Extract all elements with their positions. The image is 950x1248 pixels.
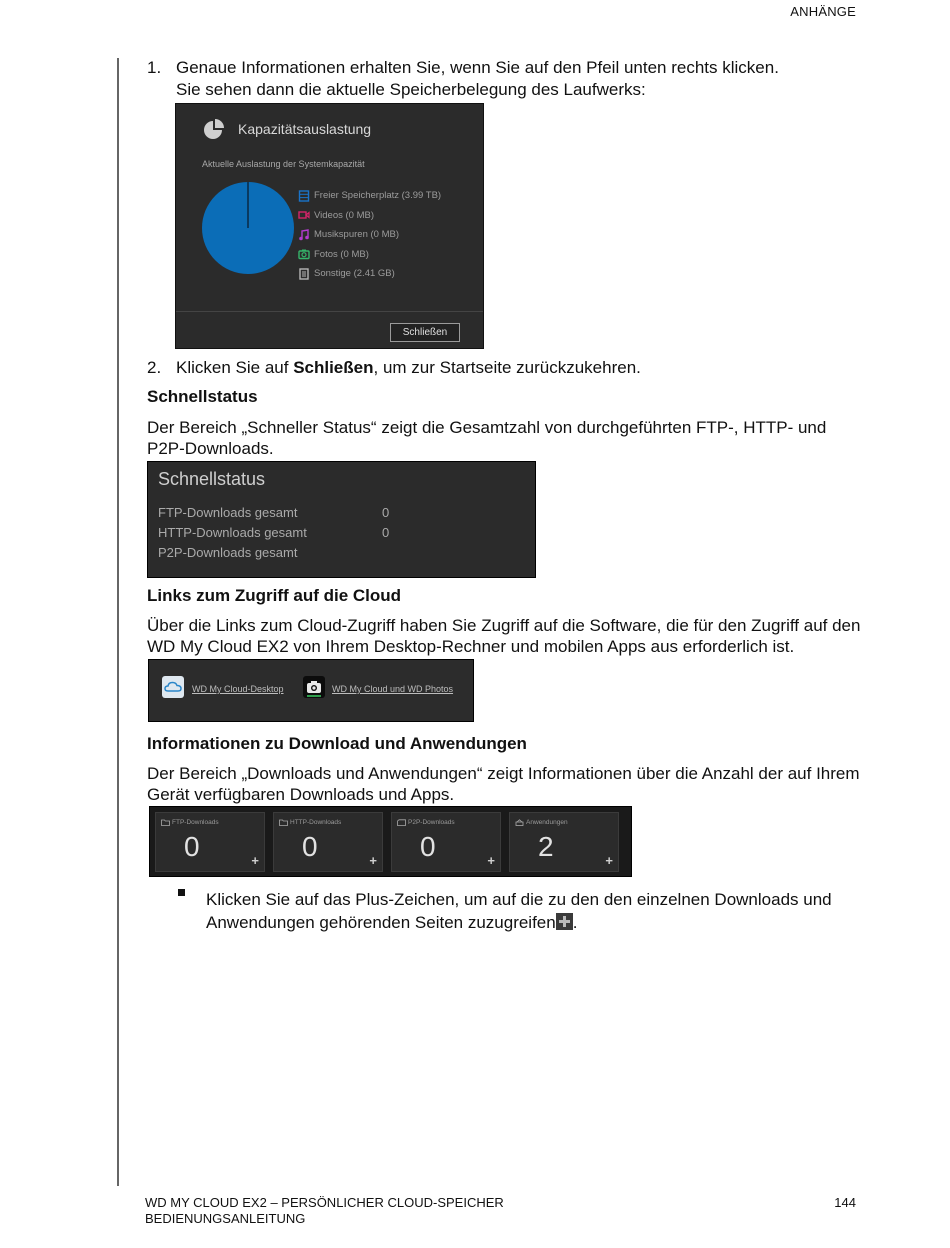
schnellstatus-heading: Schnellstatus [147,387,258,406]
downloads-panel [149,806,632,877]
capacity-dialog [175,103,484,349]
legend-label: Sonstige (2.41 GB) [314,268,395,280]
music-icon [298,229,310,241]
step2-text-after: , um zur Startseite zurückzukehren. [373,358,641,377]
add-button[interactable]: + [605,853,613,868]
footer-line2: BEDIENUNGSANLEITUNG [145,1211,306,1226]
downloads-description: Der Bereich „Downloads und Anwendungen“ zeigt Informationen über die Anzahl der auf Ihrem Gerät verfügbaren Downloads und Apps. [147,764,860,804]
add-button[interactable]: + [251,853,259,868]
schnellstatus-panel [147,461,536,578]
tile-label: Anwendungen [526,819,568,826]
cloud-links-heading: Links zum Zugriff auf die Cloud [147,586,402,605]
page-number: 144 [834,1195,856,1210]
legend-item-photos [298,245,441,265]
camera-icon [298,248,310,260]
cloud-links-description: Über die Links zum Cloud-Zugriff haben Sie Zugriff auf die Software, die für den Zugriff auf den WD My Cloud EX2 von Ihrem Desktop-Rechner und mobilen Apps aus erforderlich ist. [147,616,861,656]
tile-label: FTP-Downloads [172,819,219,826]
step2-text-before: Klicken Sie auf [176,358,294,377]
bullet-marker [178,889,185,896]
video-icon [298,209,310,221]
bullet-text-end: . [572,913,578,932]
left-margin-rule [117,58,119,1186]
tile-value: 2 [538,831,554,862]
dialog-divider [176,311,483,312]
step-number: 1. [147,58,162,77]
add-button[interactable]: + [487,853,495,868]
step-number: 2. [147,358,162,377]
capacity-pie-chart [201,181,295,275]
status-row-label: P2P-Downloads gesamt [158,545,298,560]
tile-applications [509,812,619,872]
close-button[interactable]: Schließen [390,323,460,342]
dialog-title: Kapazitätsauslastung [238,121,372,137]
legend-label: Musikspuren (0 MB) [314,229,399,241]
legend-item-free [298,186,441,206]
tile-ftp-downloads [155,812,265,872]
apps-icon [515,819,524,826]
capacity-legend [298,186,441,284]
bullet-text-body: Klicken Sie auf das Plus-Zeichen, um auf die zu den den einzelnen Downloads und Anwendungen gehörenden Seiten zuzugreifen [206,890,832,932]
pie-chart-icon [202,118,226,142]
legend-label: Videos (0 MB) [314,209,375,221]
tile-label: P2P-Downloads [408,819,455,826]
legend-item-music [298,225,441,245]
folder-icon [279,819,288,826]
add-button[interactable]: + [369,853,377,868]
panel-title: Schnellstatus [158,469,266,489]
camera-icon[interactable] [303,676,325,698]
downloads-heading: Informationen zu Download und Anwendungen [147,734,527,753]
desktop-app-link[interactable]: WD My Cloud-Desktop [192,684,284,694]
step1-line2: Sie sehen dann die aktuelle Speicherbelegung des Laufwerks: [176,80,646,99]
footer-title [145,1195,504,1227]
tile-label: HTTP-Downloads [290,819,342,826]
storage-icon [298,190,310,202]
tile-value: 0 [420,831,436,862]
photos-app-link[interactable]: WD My Cloud und WD Photos [332,684,454,694]
status-row-value: 0 [382,505,390,520]
status-row-value: 0 [382,525,390,540]
legend-item-videos [298,206,441,226]
schnellstatus-description: Der Bereich „Schneller Status“ zeigt die Gesamtzahl von durchgeführten FTP-, HTTP- und P2P-Downloads. [147,418,827,458]
legend-item-other [298,264,441,284]
tile-value: 0 [184,831,200,862]
step2-text-bold: Schließen [293,358,374,377]
dialog-subtitle: Aktuelle Auslastung der Systemkapazität [202,159,365,169]
cloud-icon[interactable] [162,676,184,698]
status-row-label: HTTP-Downloads gesamt [158,525,307,540]
section-header: ANHÄNGE [790,4,856,19]
plus-icon [556,913,573,930]
tile-p2p-downloads [391,812,501,872]
step2-text [176,357,866,379]
legend-label: Fotos (0 MB) [314,248,369,260]
p2p-folder-icon [397,819,406,826]
footer-line1: WD MY CLOUD EX2 – PERSÖNLICHER CLOUD-SPEICHER [145,1195,504,1210]
folder-icon [161,819,170,826]
legend-label: Freier Speicherplatz (3.99 TB) [314,190,442,202]
step1-line1: Genaue Informationen erhalten Sie, wenn Sie auf den Pfeil unten rechts klicken. [176,58,779,77]
tile-value: 0 [302,831,318,862]
tile-http-downloads [273,812,383,872]
document-icon [298,268,310,280]
cloud-links-panel [148,659,474,722]
bullet-text [206,888,856,934]
status-row-label: FTP-Downloads gesamt [158,505,298,520]
step1-text [176,57,866,101]
